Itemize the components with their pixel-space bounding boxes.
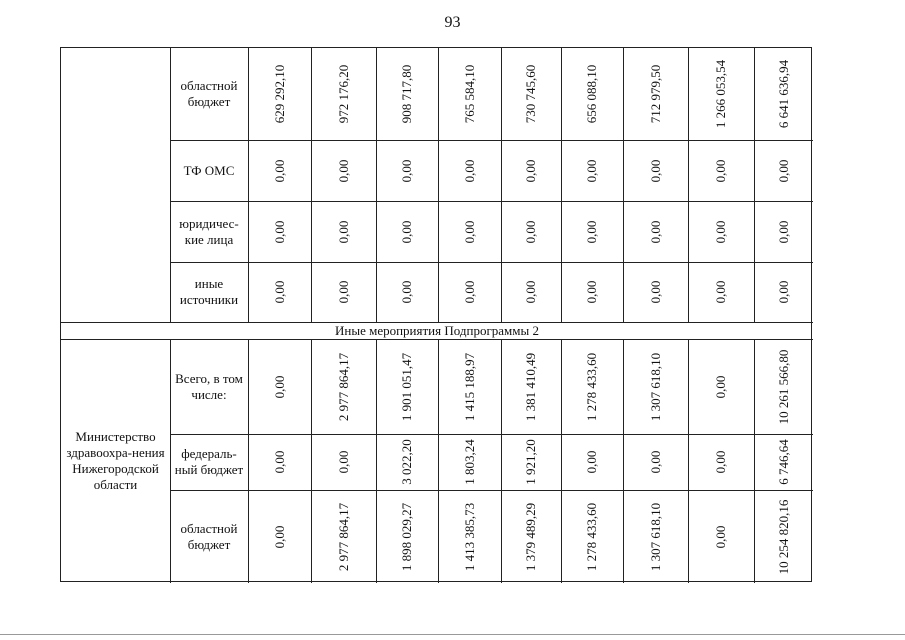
row-divider xyxy=(170,262,813,263)
value-cell: 1 278 433,60 xyxy=(584,502,599,571)
value-cell: 0,00 xyxy=(775,220,791,243)
value-cell: 0,00 xyxy=(584,220,599,243)
page-number: 93 xyxy=(444,14,461,31)
value-cell: 0,00 xyxy=(335,220,351,243)
column-divider xyxy=(688,48,689,322)
column-divider xyxy=(501,339,502,583)
column-divider xyxy=(501,48,502,322)
value-cell: 0,00 xyxy=(647,450,663,474)
row-divider xyxy=(170,490,813,491)
column-divider xyxy=(248,48,249,322)
value-cell: 0,00 xyxy=(775,159,791,182)
column-divider xyxy=(754,339,755,583)
row-label: ТФ ОМС xyxy=(183,162,235,178)
row-divider xyxy=(170,140,813,141)
value-cell: 0,00 xyxy=(271,525,287,548)
value-cell: 0,00 xyxy=(399,280,414,304)
value-cell: 730 745,60 xyxy=(523,64,538,124)
value-cell: 0,00 xyxy=(584,159,599,182)
value-cell: 0,00 xyxy=(713,525,728,548)
value-cell: 2 977 864,17 xyxy=(335,502,351,571)
value-cell: 0,00 xyxy=(461,280,477,304)
value-cell: 0,00 xyxy=(461,220,477,243)
column-divider xyxy=(248,339,249,583)
column-divider xyxy=(438,339,439,583)
value-cell: 0,00 xyxy=(399,220,414,243)
value-cell: 765 584,10 xyxy=(461,64,477,124)
value-cell: 3 022,20 xyxy=(399,439,414,485)
value-cell: 0,00 xyxy=(461,159,477,182)
row-label: федераль-ный бюджет xyxy=(174,446,244,477)
value-cell: 0,00 xyxy=(399,159,414,182)
value-cell: 0,00 xyxy=(271,280,287,304)
value-cell: 0,00 xyxy=(271,220,287,243)
column-divider xyxy=(623,339,624,583)
value-cell: 0,00 xyxy=(335,450,351,474)
column-divider xyxy=(376,339,377,583)
value-cell: 656 088,10 xyxy=(584,64,599,124)
row-divider xyxy=(170,201,813,202)
value-cell: 1 266 053,54 xyxy=(713,59,728,129)
value-cell: 1 921,20 xyxy=(523,439,538,485)
column-divider xyxy=(623,48,624,322)
value-cell: 908 717,80 xyxy=(399,64,414,124)
value-cell: 6 746,64 xyxy=(775,439,791,485)
value-cell: 6 641 636,94 xyxy=(775,59,791,129)
value-cell: 1 901 051,47 xyxy=(399,352,414,421)
value-cell: 0,00 xyxy=(523,280,538,304)
responsible-ministry: Министерство здравоохра-нения Нижегородской области xyxy=(66,429,165,492)
value-cell: 629 292,10 xyxy=(271,64,287,124)
value-cell: 0,00 xyxy=(271,450,287,474)
column-divider xyxy=(311,339,312,583)
budget-table xyxy=(60,47,812,582)
column-divider xyxy=(438,48,439,322)
value-cell: 0,00 xyxy=(647,159,663,182)
value-cell: 10 261 566,80 xyxy=(775,349,791,424)
column-divider xyxy=(561,339,562,583)
value-cell: 1 379 489,29 xyxy=(523,502,538,571)
value-cell: 0,00 xyxy=(335,159,351,182)
value-cell: 0,00 xyxy=(775,280,791,304)
row-label: Всего, в том числе: xyxy=(175,370,243,402)
column-divider xyxy=(688,339,689,583)
row-divider xyxy=(170,434,813,435)
column-divider xyxy=(561,48,562,322)
value-cell: 0,00 xyxy=(713,159,728,182)
column-divider xyxy=(376,48,377,322)
column-divider xyxy=(754,48,755,322)
value-cell: 1 307 618,10 xyxy=(647,352,663,421)
value-cell: 972 176,20 xyxy=(335,64,351,124)
column-divider xyxy=(311,48,312,322)
value-cell: 0,00 xyxy=(271,159,287,182)
value-cell: 1 413 385,73 xyxy=(461,502,477,571)
value-cell: 1 307 618,10 xyxy=(647,502,663,571)
value-cell: 1 898 029,27 xyxy=(399,502,414,571)
value-cell: 712 979,50 xyxy=(647,64,663,124)
value-cell: 0,00 xyxy=(647,220,663,243)
value-cell: 0,00 xyxy=(713,375,728,398)
row-label: иные источники xyxy=(179,276,239,307)
value-cell: 0,00 xyxy=(584,280,599,304)
value-cell: 0,00 xyxy=(713,450,728,474)
row-label: областной бюджет xyxy=(180,520,238,552)
value-cell: 10 254 820,16 xyxy=(775,499,791,574)
section-title: Иные мероприятия Подпрограммы 2 xyxy=(335,323,539,338)
value-cell: 0,00 xyxy=(647,280,663,304)
value-cell: 0,00 xyxy=(523,220,538,243)
value-cell: 0,00 xyxy=(335,280,351,304)
value-cell: 0,00 xyxy=(523,159,538,182)
value-cell: 2 977 864,17 xyxy=(335,352,351,421)
value-cell: 0,00 xyxy=(713,280,728,304)
value-cell: 0,00 xyxy=(713,220,728,243)
bottom-rule xyxy=(0,634,905,635)
value-cell: 1 415 188,97 xyxy=(461,352,477,421)
value-cell: 1 278 433,60 xyxy=(584,352,599,421)
value-cell: 0,00 xyxy=(271,375,287,398)
value-cell: 1 381 410,49 xyxy=(523,352,538,421)
value-cell: 0,00 xyxy=(584,450,599,474)
row-label: областной бюджет xyxy=(180,78,238,109)
value-cell: 1 803,24 xyxy=(461,439,477,485)
row-label: юридичес-кие лица xyxy=(179,215,239,247)
